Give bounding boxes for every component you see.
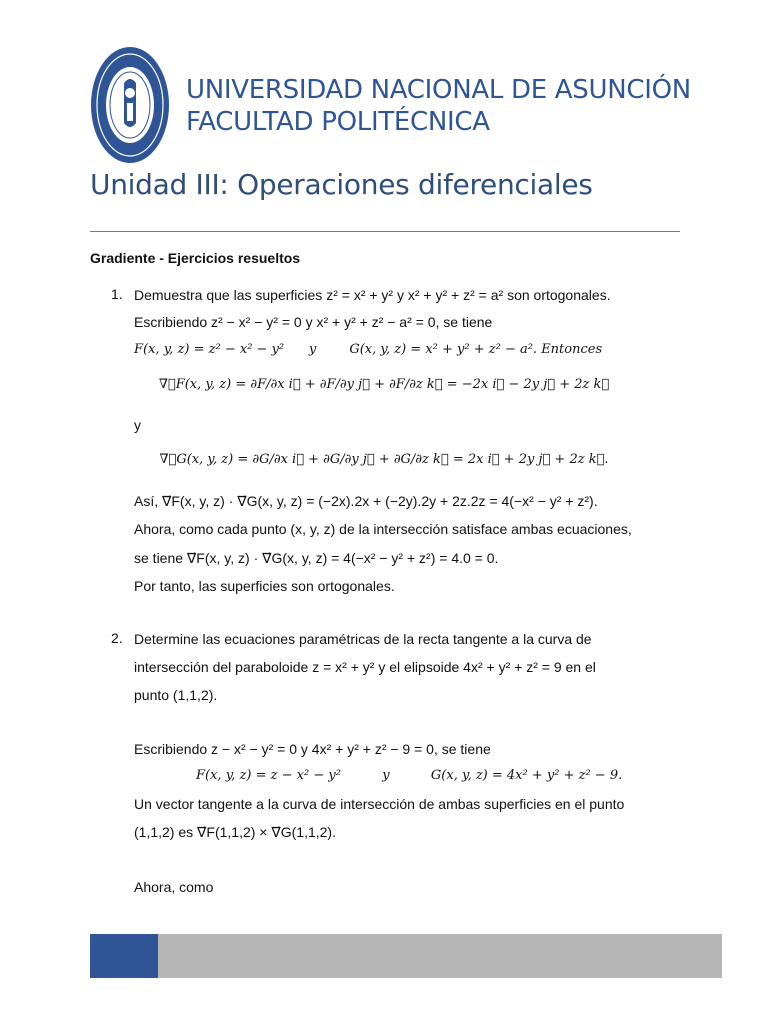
ex1-y-connector: y (134, 417, 141, 433)
ex1-line-4: Así, ∇⃗F(x, y, z) · ∇⃗G(x, y, z) = (−2x).2x + (−2y).2y + 2z.2z = 4(−x² − y² + z²). (134, 493, 598, 509)
ex1-conclusion: Por tanto, las superficies son ortogonales. (134, 578, 395, 594)
footer-gray-bar (158, 934, 722, 978)
ex1-line-3: F(x, y, z) = z² − x² − y² y G(x, y, z) = x² + y² + z² − a². Entonces (134, 342, 603, 357)
university-line-1: UNIVERSIDAD NACIONAL DE ASUNCIÓN (186, 75, 691, 105)
header-divider (90, 231, 680, 232)
unit-title: Unidad III: Operaciones diferenciales (90, 168, 593, 201)
ex1-gradient-g-equation: ∇⃗G(x, y, z) = ∂G/∂x i⃗ + ∂G/∂y j⃗ + ∂G/∂z k⃗ = 2x i⃗ + 2y j⃗ + 2z k⃗. (159, 452, 609, 467)
ex2-line-8: Ahora, como (134, 879, 214, 895)
ex2-line-7: (1,1,2) es ∇⃗F(1,1,2) × ∇⃗G(1,1,2). (134, 824, 336, 840)
ex1-line-2: Escribiendo z² − x² − y² = 0 y x² + y² + z² − a² = 0, se tiene (134, 314, 493, 330)
section-title: Gradiente - Ejercicios resueltos (90, 250, 301, 266)
ex1-line-5: Ahora, como cada punto (x, y, z) de la intersección satisface ambas ecuaciones, (134, 521, 632, 537)
faculty-line: FACULTAD POLITÉCNICA (186, 107, 490, 137)
ex1-gradient-f-equation: ∇⃗F(x, y, z) = ∂F/∂x i⃗ + ∂F/∂y j⃗ + ∂F/∂z k⃗ = −2x i⃗ − 2y j⃗ + 2z k⃗ (158, 377, 610, 392)
ex2-line-6: Un vector tangente a la curva de intersección de ambas superficies en el punto (134, 796, 625, 812)
university-seal-logo (90, 45, 170, 165)
exercise-2-number: 2. (111, 630, 123, 646)
university-name (186, 74, 691, 138)
ex2-statement-2: intersección del paraboloide z = x² + y² y el elipsoide 4x² + y² + z² = 9 en el (134, 659, 596, 675)
ex2-statement-3: punto (1,1,2). (134, 687, 218, 703)
ex2-line-4: Escribiendo z − x² − y² = 0 y 4x² + y² + z² − 9 = 0, se tiene (134, 741, 491, 757)
footer-blue-block (90, 934, 158, 978)
ex1-statement: Demuestra que las superficies z² = x² + y² y x² + y² + z² = a² son ortogonales. (134, 287, 611, 303)
ex2-line-5: F(x, y, z) = z − x² − y² y G(x, y, z) = 4x² + y² + z² − 9. (196, 768, 623, 783)
ex1-line-6: se tiene ∇⃗F(x, y, z) · ∇⃗G(x, y, z) = 4(−x² − y² + z²) = 4.0 = 0. (134, 550, 499, 566)
ex2-statement-1: Determine las ecuaciones paramétricas de la recta tangente a la curva de (134, 631, 592, 647)
exercise-1-number: 1. (111, 286, 123, 302)
